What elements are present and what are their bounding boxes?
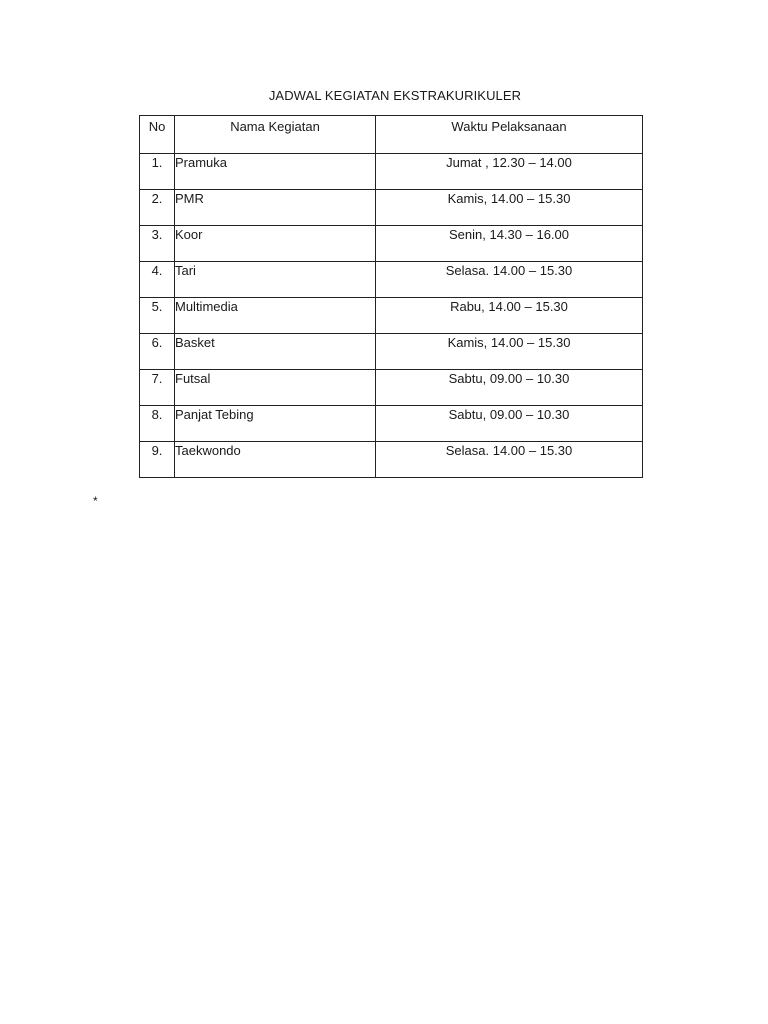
activity-name: Multimedia [175,298,376,334]
activity-name: Pramuka [175,154,376,190]
footnote-asterisk: * [93,494,98,508]
activity-name: Taekwondo [175,442,376,478]
activity-time: Selasa. 14.00 – 15.30 [376,442,643,478]
activity-time: Selasa. 14.00 – 15.30 [376,262,643,298]
table-row [140,262,643,298]
schedule-table [139,115,643,478]
header-no: No [140,116,175,154]
activity-time: Sabtu, 09.00 – 10.30 [376,370,643,406]
row-number: 5. [140,298,175,334]
table-row [140,298,643,334]
table-row [140,154,643,190]
header-schedule-time: Waktu Pelaksanaan [376,116,643,154]
table-header-row [140,116,643,154]
activity-time: Rabu, 14.00 – 15.30 [376,298,643,334]
activity-time: Sabtu, 09.00 – 10.30 [376,406,643,442]
row-number: 7. [140,370,175,406]
activity-time: Senin, 14.30 – 16.00 [376,226,643,262]
activity-name: Basket [175,334,376,370]
activity-time: Kamis, 14.00 – 15.30 [376,334,643,370]
row-number: 6. [140,334,175,370]
row-number: 2. [140,190,175,226]
table-row [140,442,643,478]
header-activity-name: Nama Kegiatan [175,116,376,154]
table-row [140,190,643,226]
activity-name: Koor [175,226,376,262]
table-row [140,226,643,262]
row-number: 4. [140,262,175,298]
activity-time: Jumat , 12.30 – 14.00 [376,154,643,190]
activity-name: Futsal [175,370,376,406]
table-row [140,334,643,370]
activity-name: PMR [175,190,376,226]
table-row [140,406,643,442]
row-number: 3. [140,226,175,262]
activity-name: Tari [175,262,376,298]
activity-name: Panjat Tebing [175,406,376,442]
row-number: 1. [140,154,175,190]
page-title: JADWAL KEGIATAN EKSTRAKURIKULER [268,88,522,103]
activity-time: Kamis, 14.00 – 15.30 [376,190,643,226]
row-number: 9. [140,442,175,478]
table-row [140,370,643,406]
row-number: 8. [140,406,175,442]
